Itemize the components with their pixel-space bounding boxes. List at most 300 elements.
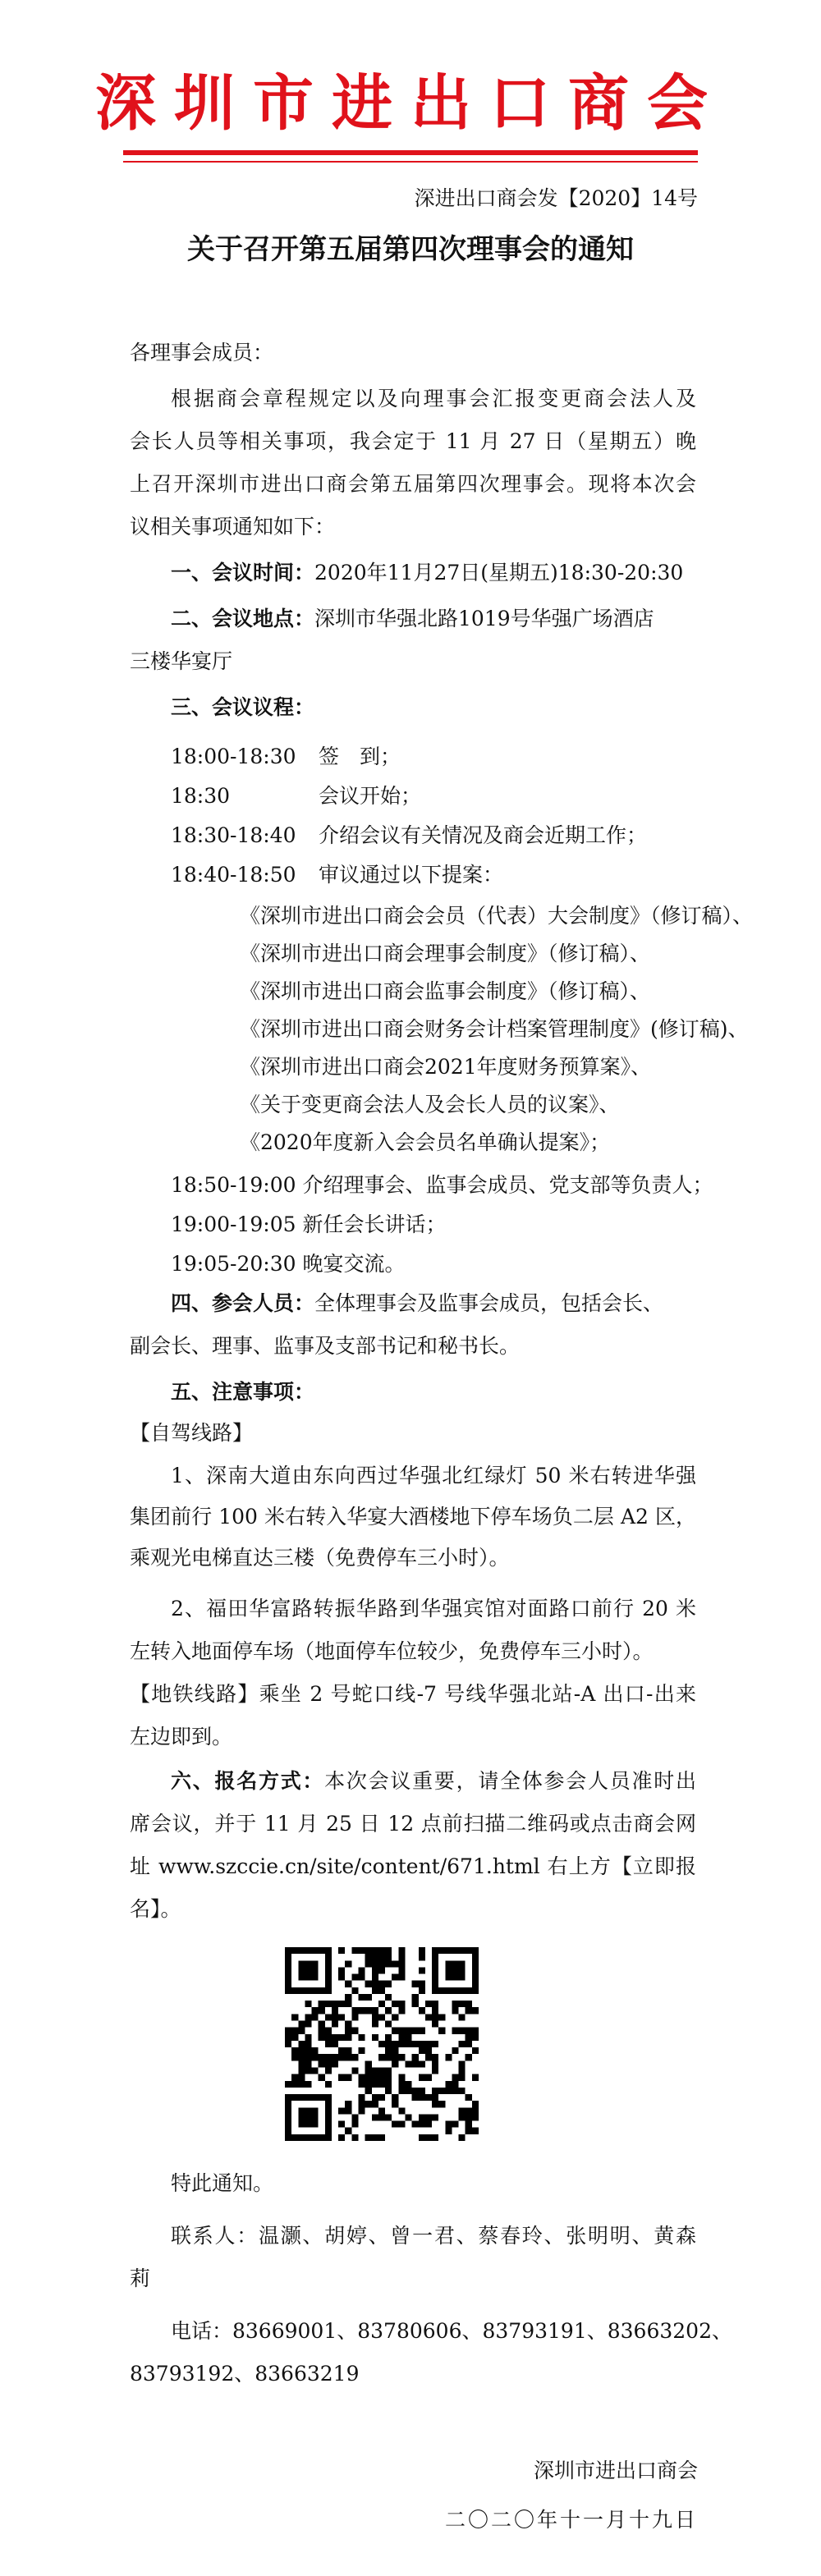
qr-module [345,2107,351,2114]
qr-module [338,2014,345,2020]
qr-module [378,1954,385,1960]
qr-module [365,2134,372,2141]
intro-line: 上召开深圳市进出口商会第五届第四次理事会。现将本次会 [130,472,696,496]
qr-module [298,2074,305,2081]
qr-module [298,2041,305,2047]
qr-module [372,1987,378,1994]
qr-module [298,2028,305,2034]
qr-module [432,2041,438,2047]
qr-module [372,2081,378,2088]
qr-module [359,2094,365,2101]
salutation: 各理事会成员： [130,341,274,364]
qr-module [472,2028,479,2034]
qr-module [432,2014,438,2020]
qr-module [305,2034,311,2041]
qr-module [365,2081,372,2088]
qr-module [338,2054,345,2060]
qr-code-icon[interactable] [285,1947,479,2141]
qr-module [459,2028,466,2034]
qr-module [459,2041,466,2047]
qr-module [438,2101,445,2107]
qr-module [432,2114,438,2120]
qr-module [398,2007,405,2014]
phones-line: 83793192、83663219 [130,2362,360,2386]
qr-module [291,2028,298,2034]
qr-module [372,2014,378,2020]
qr-module [412,1981,419,1987]
qr-module [425,2001,432,2007]
driving-route-line: 左转入地面停车场（地面停车位较少，免费停车三小时）。 [130,1639,654,1663]
qr-module [345,2074,351,2081]
qr-module [432,2101,438,2107]
qr-module [345,2128,351,2134]
qr-module [392,2054,398,2060]
qr-module [398,2041,405,2047]
qr-module [398,1947,405,1954]
qr-module [365,2060,372,2067]
qr-module [392,2028,398,2034]
qr-module [405,2060,411,2067]
qr-module [398,2121,405,2128]
qr-module [298,2047,305,2054]
qr-module [345,2054,351,2060]
qr-module [398,1967,405,1973]
qr-module [466,2121,472,2128]
qr-module [432,2054,438,2060]
qr-module [392,1974,398,1981]
registration-line: 名】。 [130,1897,181,1921]
qr-module [419,2074,425,2081]
qr-module [432,2088,438,2094]
qr-module [345,1994,351,2001]
qr-module [338,1974,345,1981]
qr-module [419,2007,425,2014]
qr-module [466,2128,472,2134]
qr-module [332,2007,338,2014]
qr-module [325,2034,332,2041]
qr-module [325,2041,332,2047]
qr-module [405,2081,411,2088]
qr-module [385,2021,392,2028]
qr-module [392,1960,398,1967]
qr-module [466,2041,472,2047]
proposal-item: 《深圳市进出口商会2021年度财务预算案》、 [240,1055,652,1079]
qr-module [459,2001,466,2007]
qr-module [466,2007,472,2014]
qr-module [372,2101,378,2107]
qr-module [359,2081,365,2088]
qr-module [291,2054,298,2060]
qr-module [459,2114,466,2120]
qr-module [425,2114,432,2120]
qr-module [425,2054,432,2060]
qr-module [419,2047,425,2054]
qr-module [432,2067,438,2074]
qr-module [345,2028,351,2034]
qr-module [432,2007,438,2014]
qr-module [385,2067,392,2074]
qr-module [365,2088,372,2094]
agenda-item: 审议通过以下提案： [319,863,504,887]
qr-module [378,2001,385,2007]
qr-module [351,2054,358,2060]
qr-module [305,2067,311,2074]
qr-module [392,2001,398,2007]
qr-module [419,2088,425,2094]
qr-module [305,2041,311,2047]
agenda-time: 18:00-18:30 [171,745,296,768]
qr-module [291,2074,298,2081]
qr-module [372,1954,378,1960]
qr-module [466,2028,472,2034]
qr-module [305,2014,311,2020]
qr-module [372,1974,378,1981]
qr-module [385,2114,392,2120]
qr-module [359,2007,365,2014]
qr-module [378,2054,385,2060]
section-label: 四、参会人员： [171,1291,315,1315]
phones-line: 电话：83669001、83780606、83793191、83663202、 [171,2319,732,2343]
qr-module [466,2107,472,2114]
qr-module [351,2014,358,2020]
qr-module [472,2074,479,2081]
driving-route-line: 1、深南大道由东向西过华强北红绿灯 50 米右转进华强 [171,1464,696,1487]
qr-module [385,1960,392,1967]
qr-module [472,2128,479,2134]
qr-module [338,2074,345,2081]
meeting-time-value: 2020年11月27日(星期五)18:30-20:30 [314,561,684,584]
qr-module [405,2034,411,2041]
proposal-item: 《深圳市进出口商会监事会制度》（修订稿）、 [240,979,651,1003]
contacts-line: 莉 [130,2267,151,2290]
qr-module [345,2034,351,2041]
qr-module [398,2088,405,2094]
driving-route-line: 乘观光电梯直达三楼（免费停车三小时）。 [130,1546,510,1570]
qr-module [466,2114,472,2120]
qr-module [338,2107,345,2114]
qr-module [291,2081,298,2088]
qr-module [419,2134,425,2141]
qr-module [445,2088,452,2094]
qr-module [345,2001,351,2007]
qr-module [425,2121,432,2128]
qr-module [319,2021,325,2028]
qr-module [345,2047,351,2054]
qr-module [405,2114,411,2120]
qr-module [378,2114,385,2120]
qr-module [378,2107,385,2114]
agenda-item: 19:00-19:05 新任会长讲话； [171,1212,447,1236]
qr-module [378,1960,385,1967]
qr-module [351,2114,358,2120]
qr-module [385,2081,392,2088]
qr-module [378,2041,385,2047]
qr-module [332,2041,338,2047]
qr-module [319,2034,325,2041]
qr-module [452,2028,458,2034]
qr-module [459,2060,466,2067]
qr-module [298,2081,305,2088]
qr-module [325,2060,332,2067]
qr-module [325,2014,332,2020]
letterhead-org-name: 深圳市进出口商会 [95,68,726,139]
section-label: 二、会议地点： [171,607,315,630]
signature-org: 深圳市进出口商会 [533,2459,698,2482]
qr-module [305,2060,311,2067]
qr-module [305,2081,311,2088]
section-label: 六、报名方式： [171,1769,325,1793]
qr-module [285,2041,291,2047]
agenda-item: 19:05-20:30 晚宴交流。 [171,1252,406,1276]
registration-line: 址 www.szccie.cn/site/content/671.html 右上方【立即报 [130,1854,696,1878]
qr-module [392,2060,398,2067]
qr-module [319,2028,325,2034]
qr-module [459,2014,466,2020]
qr-module [412,2054,419,2060]
qr-module [438,2028,445,2034]
driving-route-line: 2、福田华富路转振华路到华强宾馆对面路口前行 20 米 [171,1597,696,1620]
section-registration [171,1767,696,1796]
qr-module [312,2067,319,2074]
qr-module [338,2001,345,2007]
qr-module [385,2088,392,2094]
qr-module [452,2088,458,2094]
qr-module [398,1960,405,1967]
qr-module [351,1974,358,1981]
qr-module [325,2054,332,2060]
qr-module [359,2047,365,2054]
qr-module [345,2101,351,2107]
qr-module [332,2034,338,2041]
qr-module [425,2014,432,2020]
agenda-time: 18:30 [171,784,231,808]
qr-module [338,2134,345,2141]
qr-module [319,2060,325,2067]
meeting-place-value: 深圳市华强北路1019号华强广场酒店 [314,607,654,630]
qr-module [372,2007,378,2014]
qr-module [351,2067,358,2074]
qr-module [405,2041,411,2047]
qr-module [385,2047,392,2054]
qr-module [459,2074,466,2081]
qr-module [359,1994,365,2001]
intro-line: 会长人员等相关事项，我会定于 11 月 27 日（星期五）晚 [130,429,696,453]
qr-module [419,2028,425,2034]
qr-module [472,2047,479,2054]
qr-module [359,1947,365,1954]
qr-module [419,1987,425,1994]
qr-module [412,2001,419,2007]
qr-module [312,2054,319,2060]
qr-module [452,2047,458,2054]
closing-remark: 特此通知。 [171,2171,274,2195]
qr-module [332,2021,338,2028]
qr-module [466,2001,472,2007]
qr-module [291,2014,298,2020]
qr-module [365,2074,372,2081]
qr-module [378,2074,385,2081]
qr-module [412,2041,419,2047]
qr-module [412,2060,419,2067]
qr-module [419,1947,425,1954]
qr-module [378,2014,385,2020]
qr-module [385,2034,392,2041]
agenda-item: 18:50-19:00 介绍理事会、监事会成员、党支部等负责人； [171,1173,713,1197]
qr-module [359,2074,365,2081]
agenda-item: 会议开始； [319,784,422,808]
qr-module [432,2094,438,2101]
qr-module [372,1981,378,1987]
qr-module [412,2094,419,2101]
qr-module [319,2054,325,2060]
qr-module [285,2034,291,2041]
qr-module [359,2034,365,2041]
qr-module [319,2001,325,2007]
qr-module [466,2054,472,2060]
agenda-item: 介绍会议有关情况及商会近期工作； [319,823,648,847]
proposal-item: 《2020年度新入会会员名单确认提案》； [240,1130,611,1154]
qr-module [398,2034,405,2041]
qr-module [419,2060,425,2067]
qr-module [338,1967,345,1973]
qr-module [466,2094,472,2101]
qr-module [298,2067,305,2074]
qr-module [385,2074,392,2081]
qr-module [452,2001,458,2007]
qr-module [332,2001,338,2007]
qr-module [385,1981,392,1987]
qr-module [385,1994,392,2001]
qr-module [392,2101,398,2107]
qr-module [438,2014,445,2020]
qr-module [385,1947,392,1954]
qr-module [432,2060,438,2067]
qr-module [359,1967,365,1973]
qr-module [325,2081,332,2088]
qr-module [472,2114,479,2120]
section-meeting-time [171,558,683,588]
qr-module [412,2028,419,2034]
qr-module [291,2047,298,2054]
qr-module [459,2134,466,2141]
qr-module [378,2094,385,2101]
qr-module [372,1967,378,1973]
metro-route-line: 【地铁线路】乘坐 2 号蛇口线-7 号线华强北站-A 出口-出来 [130,1682,696,1706]
document-title: 关于召开第五届第四次理事会的通知 [187,233,634,266]
qr-module [312,2007,319,2014]
qr-module [472,2107,479,2114]
intro-line: 根据商会章程规定以及向理事会汇报变更商会法人及 [171,387,696,410]
proposal-item: 《关于变更商会法人及会长人员的议案》、 [240,1093,620,1116]
qr-module [325,2001,332,2007]
qr-module [312,2014,319,2020]
qr-module [359,1974,365,1981]
qr-module [378,1967,385,1973]
qr-module [452,2074,458,2081]
driving-route-line: 集团前行 100 米右转入华宴大酒楼地下停车场负二层 A2 区， [130,1505,696,1529]
qr-module [398,2001,405,2007]
qr-module [412,2088,419,2094]
qr-module [438,2088,445,2094]
qr-module [452,2081,458,2088]
qr-module [392,2047,398,2054]
qr-module [412,2121,419,2128]
qr-module [472,2034,479,2041]
qr-module [365,1954,372,1960]
qr-module [351,2134,358,2141]
qr-module [332,2054,338,2060]
qr-module [466,2034,472,2041]
qr-module [338,2034,345,2041]
qr-module [372,1947,378,1954]
qr-module [285,2081,291,2088]
qr-module [338,2047,345,2054]
qr-module [298,2060,305,2067]
qr-module [405,2088,411,2094]
qr-module [351,1947,358,1954]
qr-module [392,2041,398,2047]
qr-module [398,1954,405,1960]
qr-module [351,2121,358,2128]
agenda-time: 18:30-18:40 [171,823,296,847]
attendees-value: 全体理事会及监事会成员，包括会长、 [314,1291,664,1315]
qr-module [359,2107,365,2114]
qr-module [398,2028,405,2034]
qr-module [452,2007,458,2014]
section-attendees [171,1289,663,1318]
proposal-item: 《深圳市进出口商会会员（代表）大会制度》（修订稿）、 [240,904,754,928]
qr-module [419,2121,425,2128]
qr-module [385,1954,392,1960]
qr-module [372,2114,378,2120]
qr-module [445,2128,452,2134]
qr-module [472,2101,479,2107]
section-agenda-label: 三、会议议程： [171,695,315,719]
qr-module [392,2014,398,2020]
qr-module [452,2121,458,2128]
qr-module [325,2067,332,2074]
qr-module [432,2021,438,2028]
qr-module [319,2007,325,2014]
qr-module [365,1960,372,1967]
qr-module [419,1981,425,1987]
qr-module [392,2094,398,2101]
qr-module [365,2067,372,2074]
driving-route-title: 【自驾线路】 [130,1421,254,1445]
qr-module [425,2094,432,2101]
qr-module [398,2054,405,2060]
qr-module [372,2067,378,2074]
registration-line: 席会议，并于 11 月 25 日 12 点前扫描二维码或点击商会网 [130,1812,696,1836]
qr-module [372,2094,378,2101]
qr-module [325,2028,332,2034]
qr-module [459,2107,466,2114]
qr-module [298,2021,305,2028]
attendees-value-cont: 副会长、理事、监事及支部书记和秘书长。 [130,1334,521,1358]
qr-module [385,2041,392,2047]
qr-module [445,2081,452,2088]
qr-module [378,1981,385,1987]
qr-module [312,2047,319,2054]
qr-module [425,2074,432,2081]
qr-module [365,1981,372,1987]
qr-module [365,1994,372,2001]
section-notes-label: 五、注意事项： [171,1380,315,1404]
qr-module [425,2047,432,2054]
qr-module [298,2054,305,2060]
qr-module [332,2060,338,2067]
qr-module [398,2107,405,2114]
